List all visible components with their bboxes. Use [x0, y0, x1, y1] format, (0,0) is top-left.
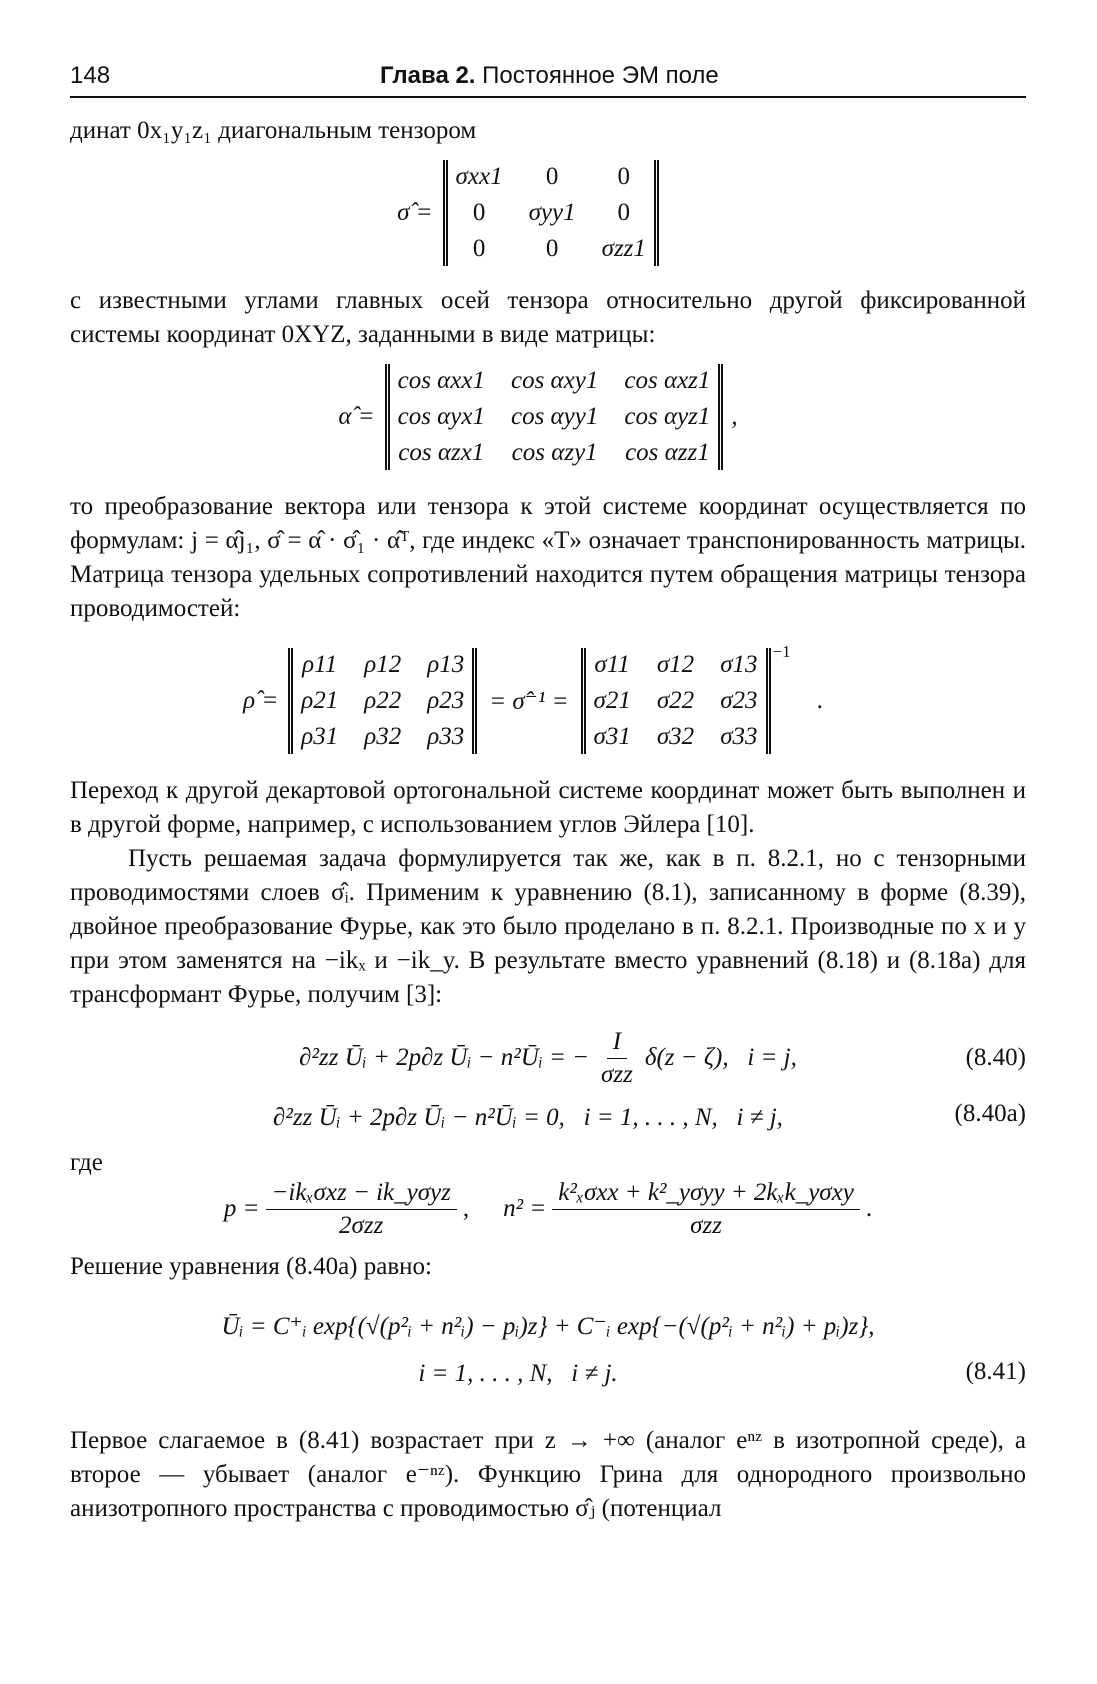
eq840a-text: ∂²zz Ūᵢ + 2p∂z Ūᵢ − n²Ūᵢ = 0, i = 1, . . . , N, i ≠ j, — [273, 1104, 783, 1131]
rho-matrix-cell: ρ33 — [427, 723, 465, 750]
paragraph-5: Пусть решаемая задача формулируется так же, как в п. 8.2.1, но с тензорными проводимостями слоев σ̂ᵢ. Применим к уравнению (8.1), записанному в форме (8.39), двойное преобразование Фурье, как это было проделано в п. 8.2.1. Производные по x и y при этом заменятся на −ikₓ и −ik_y. В результате вместо уравнений (8.18) и (8.18a) для трансформант Фурье, получим [3]: — [70, 845, 1026, 1008]
equation-8-40a — [70, 1098, 1026, 1138]
equation-8-41 — [70, 1302, 1026, 1406]
rho-matrix-cell: ρ22 — [364, 687, 402, 714]
sigma-matrix-cell: 0 — [545, 235, 559, 262]
eq841-line1: Ūᵢ = C⁺ᵢ exp{(√(p²ᵢ + n²ᵢ) − pᵢ)z} + C⁻ᵢ exp{−(√(p²ᵢ + n²ᵢ) + pᵢ)z}, — [221, 1313, 875, 1340]
eq840-left: ∂²zz Ūᵢ + 2p∂z Ūᵢ − n²Ūᵢ = − — [299, 1044, 590, 1071]
eq840-right: δ(z − ζ), i = j, — [644, 1044, 797, 1071]
sigma-ij-matrix-cell: σ32 — [656, 723, 695, 750]
sigma-ij-matrix-cell: σ13 — [720, 651, 758, 678]
paragraph-4: Переход к другой декартовой ортогональной системе координат может быть выполнен и в другой форме, например, с использованием углов Эйлера [10]. — [70, 777, 1026, 838]
n-fraction — [552, 1179, 860, 1240]
alpha-matrix-cell: cos αzz1 — [625, 439, 710, 466]
eq840-number: (8.40) — [965, 1044, 1026, 1071]
paragraph-2: с известными углами главных осей тензора относительно другой фиксированной системы координат 0XYZ, заданными в виде матрицы: — [70, 287, 1026, 348]
sigma-ij-matrix-cell: σ12 — [656, 651, 695, 678]
book-page — [70, 58, 1026, 1526]
sigma-ij-matrix-cell: σ22 — [656, 687, 695, 714]
sigma-matrix-cell: 0 — [472, 235, 486, 262]
rho-middle: = σ̂⁻¹ = — [489, 688, 569, 715]
pn-trail: . — [865, 1195, 873, 1222]
n-den: σzz — [690, 1211, 722, 1239]
sigma-ij-matrix-cell: σ31 — [593, 723, 631, 750]
sigma-matrix-cell: σxx1 — [455, 163, 503, 190]
chapter-label: Глава 2. — [380, 62, 476, 89]
eq840-fraction — [595, 1028, 639, 1089]
sigma-matrix-cell: σyy1 — [528, 199, 576, 226]
rho-matrix-cell: ρ32 — [364, 723, 402, 750]
equation-p-n — [70, 1172, 1026, 1246]
rho-matrix-cell: ρ31 — [301, 723, 339, 750]
p-lhs: p = — [223, 1195, 260, 1222]
rho-matrix-cell: ρ13 — [427, 651, 465, 678]
running-header — [70, 58, 1026, 98]
sigma-ij-matrix-cell: σ21 — [593, 687, 631, 714]
eq840a-number: (8.40a) — [954, 1100, 1026, 1127]
rho-lhs: ρ̂ = — [243, 687, 279, 714]
alpha-lhs: α̂ = — [338, 403, 375, 430]
alpha-matrix-cell: cos αzx1 — [398, 439, 485, 466]
n-lhs: n² = — [503, 1195, 547, 1222]
sigma-matrix-cell: σzz1 — [601, 235, 646, 262]
alpha-matrix-cell: cos αyy1 — [510, 403, 599, 430]
rho-matrix-cell: ρ11 — [302, 651, 338, 678]
sigma-ij-matrix-cell: σ33 — [720, 723, 758, 750]
page-number: 148 — [70, 62, 111, 89]
p-fraction — [266, 1179, 457, 1240]
chapter-heading — [380, 62, 719, 90]
alpha-matrix — [385, 364, 724, 470]
paragraph-6: Решение уравнения (8.40a) равно: — [70, 1253, 432, 1280]
sigma-matrix-cell: 0 — [617, 199, 630, 226]
eq840-frac-num: I — [607, 1028, 627, 1059]
eq841-number: (8.41) — [965, 1358, 1026, 1385]
alpha-matrix-cell: cos αzy1 — [511, 439, 598, 466]
rho-matrix — [288, 648, 477, 754]
paragraph-1: динат 0x₁y₁z₁ диагональным тензором — [70, 117, 477, 144]
p-num: −ikₓσxz − ik_yσyz — [266, 1179, 457, 1210]
paragraph-7: Первое слагаемое в (8.41) возрастает при z → +∞ (аналог eⁿᶻ в изотропной среде), а второе — убывает (аналог e⁻ⁿᶻ). Функцию Грина для однородного произвольно анизотропного пространства с проводимостью σ̂ⱼ (потенциал — [70, 1427, 1026, 1522]
equation-8-40 — [70, 1026, 1026, 1090]
alpha-matrix-cell: cos αyx1 — [397, 403, 485, 430]
rho-matrix-equation — [40, 642, 1026, 754]
sigma-matrix-cell: 0 — [545, 163, 559, 190]
sigma-lhs: σ̂ = — [397, 199, 433, 226]
eq841-line2: i = 1, . . . , N, i ≠ j. — [418, 1360, 618, 1387]
alpha-matrix-cell: cos αxz1 — [624, 367, 711, 394]
inverse-exponent: −1 — [772, 642, 791, 661]
sigma-matrix-equation — [30, 160, 1026, 266]
sigma-ij-matrix-cell: σ11 — [594, 651, 630, 678]
chapter-title: Постоянное ЭМ поле — [482, 62, 719, 89]
sigma-matrix-cell: 0 — [472, 199, 486, 226]
n-num: k²ₓσxx + k²_yσyy + 2kₓk_yσxy — [552, 1179, 860, 1210]
rho-matrix-cell: ρ12 — [364, 651, 402, 678]
rho-matrix-cell: ρ23 — [427, 687, 465, 714]
sigma-ij-matrix-cell: σ23 — [720, 687, 758, 714]
p-den: 2σzz — [339, 1211, 384, 1239]
sigma-ij-matrix — [581, 648, 771, 754]
p-sep: , — [462, 1195, 470, 1222]
alpha-matrix-equation — [50, 364, 1026, 470]
alpha-matrix-cell: cos αxy1 — [510, 367, 599, 394]
where-word: где — [70, 1149, 103, 1176]
eq840-frac-den: σzz — [601, 1060, 633, 1088]
alpha-matrix-cell: cos αxx1 — [397, 367, 485, 394]
alpha-trail: , — [731, 403, 738, 430]
paragraph-3: то преобразование вектора или тензора к этой системе координат осуществляется по формулам: j = α̂j₁, σ̂ = α̂ · σ̂₁ · α̂ᵀ, где индекс «T» означает транспонированность матрицы. Матрица тензора удельных сопротивлений находится путем обращения матрицы тензора проводимостей: — [70, 493, 1026, 622]
alpha-matrix-cell: cos αyz1 — [624, 403, 711, 430]
rho-trail: . — [816, 687, 823, 714]
sigma-matrix — [443, 160, 659, 266]
sigma-matrix-cell: 0 — [617, 163, 630, 190]
rho-matrix-cell: ρ21 — [301, 687, 339, 714]
